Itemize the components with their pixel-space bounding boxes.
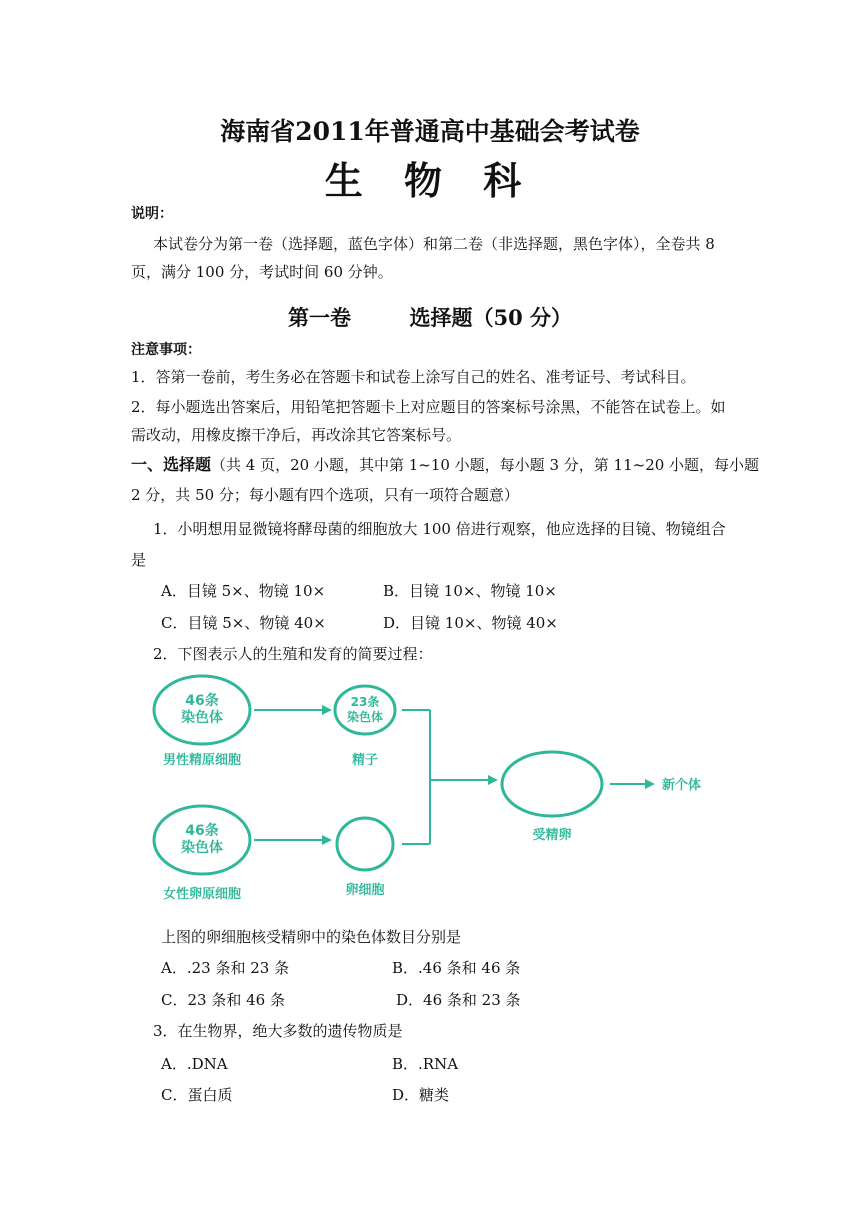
arrow-head-male-to-sperm (322, 705, 332, 715)
q1-stem-line-1: 1．小明想用显微镜将酵母菌的细胞放大 100 倍进行观察，他应选择的目镜、物镜组合 (153, 520, 726, 538)
q1-option-c: C．目镜 5×、物镜 40× (161, 614, 326, 632)
male-cell-count: 46条 (185, 693, 219, 709)
reproduction-diagram (140, 672, 740, 912)
section-title: 第一卷 选择题（50 分） (287, 305, 573, 330)
note-2-line-2: 需改动，用橡皮擦干净后，再改涂其它答案标号。 (131, 426, 462, 444)
male-cell-content: 染色体 (181, 710, 223, 726)
note-2-line-1: 2．每小题选出答案后，用铅笔把答题卡上对应题目的答案标号涂黑，不能答在试卷上。如 (131, 398, 726, 416)
sperm-content: 染色体 (346, 710, 384, 724)
q1-stem-line-2: 是 (131, 551, 147, 569)
note-1: 1．答第一卷前，考生务必在答题卡和试卷上涂写自己的姓名、准考证号、考试科目。 (131, 368, 696, 386)
q3-stem: 3．在生物界，绝大多数的遗传物质是 (153, 1022, 403, 1040)
intro-line-1: 本试卷分为第一卷（选择题，蓝色字体）和第二卷（非选择题，黑色字体），全卷共 8 (153, 235, 715, 253)
male-cell-label: 男性精原细胞 (162, 753, 242, 768)
q1-option-b: B．目镜 10×、物镜 10× (383, 582, 557, 600)
q2-stem-line-1: 2．下图表示人的生殖和发育的简要过程： (153, 645, 433, 663)
arrow-head-to-zygote (488, 775, 498, 785)
q1-option-a: A．目镜 5×、物镜 10× (161, 582, 326, 600)
q2-option-d: D．46 条和 23 条 (396, 991, 521, 1009)
sperm-count: 23条 (350, 695, 380, 709)
part1-desc: （共 4 页，20 小题，其中第 1~10 小题，每小题 3 分，第 11~20 小题，每小题 (211, 456, 760, 474)
q2-stem-after: 上图的卵细胞核受精卵中的染色体数目分别是 (161, 928, 462, 946)
q3-option-b: B．.RNA (392, 1055, 459, 1073)
q1-option-d: D．目镜 10×、物镜 40× (383, 614, 558, 632)
part1-desc-line-1 (131, 455, 759, 475)
sperm-label: 精子 (351, 753, 379, 768)
q2-option-c: C．23 条和 46 条 (161, 991, 285, 1009)
zygote-label: 受精卵 (532, 828, 572, 843)
q3-option-a: A．.DNA (161, 1055, 228, 1073)
arrow-head-female-to-egg (322, 835, 332, 845)
female-cell-content: 染色体 (181, 840, 223, 856)
intro-line-2: 页，满分 100 分，考试时间 60 分钟。 (131, 263, 393, 281)
female-cell-count: 46条 (185, 823, 219, 839)
q3-option-c: C．蛋白质 (161, 1086, 233, 1104)
egg-oval (337, 818, 393, 870)
part1-heading: 一、选择题 (131, 455, 212, 474)
egg-label: 卵细胞 (345, 883, 385, 898)
notes-label: 注意事项： (131, 342, 201, 358)
q2-option-a: A．.23 条和 23 条 (161, 959, 290, 977)
exam-title: 海南省2011年普通高中基础会考试卷 (220, 117, 640, 146)
subject-title: 生 物 科 (324, 158, 536, 203)
female-cell-label: 女性卵原细胞 (162, 887, 242, 902)
part1-desc-line-2: 2 分，共 50 分；每小题有四个选项，只有一项符合题意） (131, 486, 519, 504)
intro-label: 说明： (131, 206, 173, 222)
q3-option-d: D．糖类 (392, 1086, 450, 1104)
arrow-head-to-new-individual (645, 779, 655, 789)
new-individual-label: 新个体 (662, 778, 702, 793)
zygote-oval (502, 752, 602, 816)
q2-option-b: B．.46 条和 46 条 (392, 959, 521, 977)
